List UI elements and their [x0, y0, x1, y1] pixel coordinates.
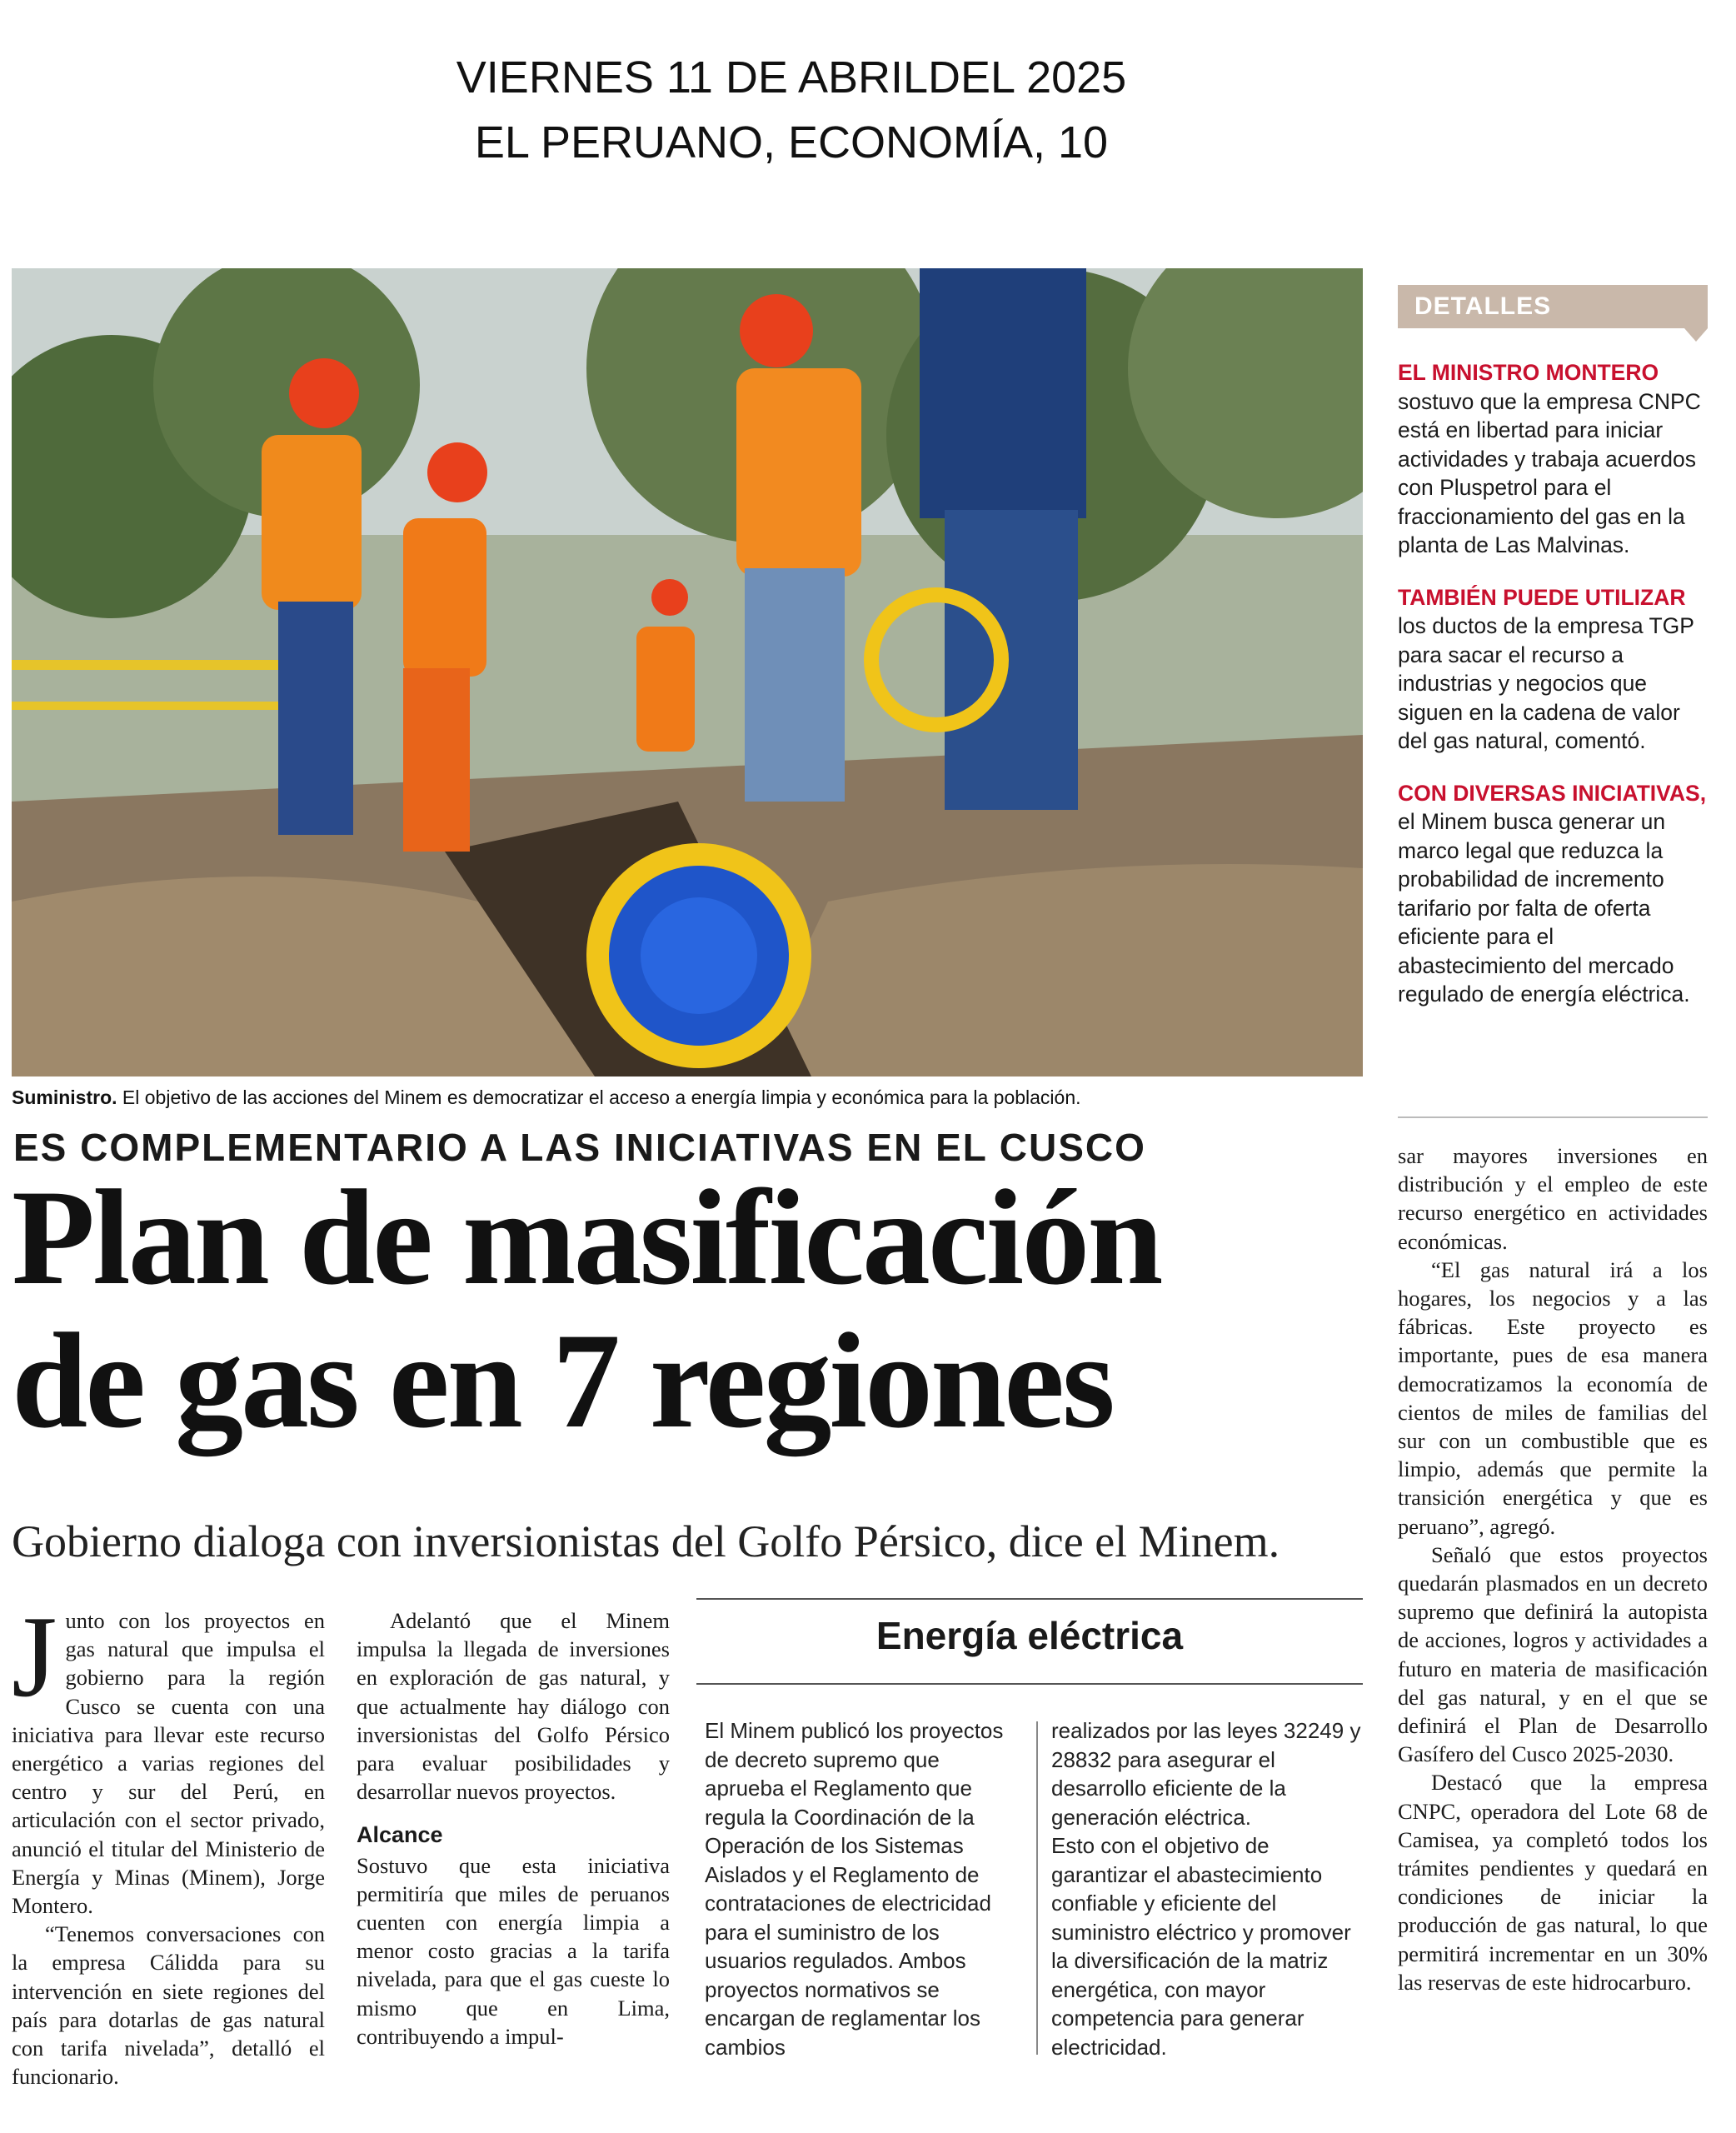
headline-line-2: de gas en 7 regiones [12, 1306, 1113, 1456]
subheadline: Gobierno dialoga con inversionistas del Golfo Pérsico, dice el Minem. [12, 1516, 1280, 1566]
kicker: ES COMPLEMENTARIO A LAS INICIATIVAS EN EL CUSCO [13, 1126, 1146, 1169]
sidebar-item-text: los ductos de la empresa TGP para sacar el recurso a industrias y negocios que siguen en la cadena de valor del gas natural, comentó. [1398, 613, 1694, 753]
sidebar-item-lead: TAMBIÉN PUEDE UTILIZAR [1398, 584, 1686, 610]
sidebar-header-notch [1684, 328, 1708, 342]
col2-paragraph-1: Adelantó que el Minem impulsa la llegada de inversiones en exploración de gas natural, y que actualmente hay diálogo con inversionistas del Golfo Pérsico para evaluar posibilidades y desarrollar nuevos proyectos. [357, 1608, 670, 1805]
energy-box-title: Energía eléctrica [875, 1614, 1184, 1657]
article-column-5 [1398, 1141, 1708, 1996]
energy-box-text-b1: realizados por las leyes 32249 y 28832 para asegurar el desarrollo eficiente de la generación eléctrica. [1051, 1718, 1361, 1830]
sidebar-item-lead: CON DIVERSAS INICIATIVAS, [1398, 780, 1707, 806]
sidebar-details [1398, 358, 1708, 1032]
source-line: EL PERUANO, ECONOMÍA, 10 [474, 117, 1109, 167]
headline-line-1: Plan de masificación [12, 1162, 1161, 1313]
sidebar-item [1398, 779, 1708, 1009]
caption-text: El objetivo de las acciones del Minem es democratizar el acceso a energía limpia y económica para la población. [117, 1086, 1081, 1108]
energy-box-column-b [1051, 1716, 1363, 2061]
energy-box-text-b2: Esto con el objetivo de garantizar el abastecimiento confiable y eficiente del suministro eléctrico y promover la diversificación de la matriz energética, con mayor competencia para generar electricidad. [1051, 1833, 1351, 2060]
sidebar-item-lead: EL MINISTRO MONTERO [1398, 360, 1659, 385]
sidebar-item-text: el Minem busca generar un marco legal que reduzca la probabilidad de incremento tarifario por falta de oferta eficiente para el abastecimiento del mercado regulado de energía eléctrica. [1398, 809, 1690, 1007]
sidebar-item [1398, 583, 1708, 756]
col5-paragraph-4: Destacó que la empresa CNPC, operadora del Lote 68 de Camisea, ya completó todos los trámites pendientes y quedará en condiciones de iniciar la producción de gas natural, lo que permitirá incrementar en un 30% las reservas de este hidrocarburo. [1398, 1770, 1708, 1995]
col5-paragraph-2: “El gas natural irá a los hogares, los negocios y a las fábricas. Este proyecto es importante, pues de esa manera democratizamos la economía de cientos de miles de familias del sur con un combustible que es limpio, además que permite la transición energética y que es peruano”, agregó. [1398, 1256, 1708, 1539]
photo-caption [12, 1085, 1363, 1110]
article-column-1 [12, 1592, 325, 2091]
col5-paragraph-3: Señaló que estos proyectos quedarán plasmados en un decreto supremo que definirá la autopista de acciones, logros y actividades a futuro en materia de masificación del gas natural, y en el que se definirá el Plan de Desarrollo Gasífero del Cusco 2025-2030. [1398, 1541, 1708, 1767]
caption-label: Suministro. [12, 1086, 117, 1108]
workers-trench-illustration [12, 268, 1363, 1076]
col1-paragraph-2: “Tenemos conversaciones con la empresa Cálidda para su intervención en siete regiones del país para dotarlas de gas natural con tarifa nivelada”, detalló el funcionario. [12, 1921, 325, 2090]
dropcap: J [12, 1592, 57, 1721]
box-column-divider [1036, 1721, 1038, 2055]
col1-paragraph-1: unto con los proyectos en gas natural que impulsa el gobierno para la región Cusco se cuenta con una iniciativa para llevar este recurso energético a varias regiones del centro y sur del Perú, en articulación con el sector privado, anunció el titular del Ministerio de Energía y Minas (Minem), Jorge Montero. [12, 1608, 325, 1919]
headline [12, 1162, 1344, 1456]
section-heading-alcance: Alcance [357, 1822, 443, 1848]
date-line: VIERNES 11 DE ABRILDEL 2025 [456, 52, 1127, 102]
sidebar-item [1398, 358, 1708, 560]
box-title-rule [696, 1683, 1363, 1685]
col2-paragraph-2: Sostuvo que esta iniciativa permitiría que miles de peruanos cuenten con energía limpia a menor costo gracias a la tarifa nivelada, para que el gas cueste lo mismo que en Lima, contribuyendo a impul- [357, 1852, 670, 2049]
article-photo [12, 268, 1363, 1076]
sidebar-bottom-rule [1398, 1116, 1708, 1118]
col5-paragraph-1: sar mayores inversiones en distribución y el empleo de este recurso energético en actividades económicas. [1398, 1143, 1708, 1254]
box-top-rule [696, 1598, 1363, 1600]
sidebar-header: DETALLES [1398, 285, 1708, 328]
energy-box-text-a: El Minem publicó los proyectos de decreto supremo que aprueba el Reglamento que regula la Coordinación de la Operación de los Sistemas Aislados y el Reglamento de contrataciones de electricidad para el suministro de los usuarios regulados. Ambos proyectos normativos se encargan de reglamentar los cambios [705, 1718, 1004, 2060]
sidebar-item-text: sostuvo que la empresa CNPC está en libertad para iniciar actividades y trabaja acuerdos con Pluspetrol para el fraccionamiento del gas en la planta de Las Malvinas. [1398, 388, 1701, 557]
energy-box-column-a [705, 1716, 1011, 2061]
article-column-2 [357, 1606, 670, 2051]
